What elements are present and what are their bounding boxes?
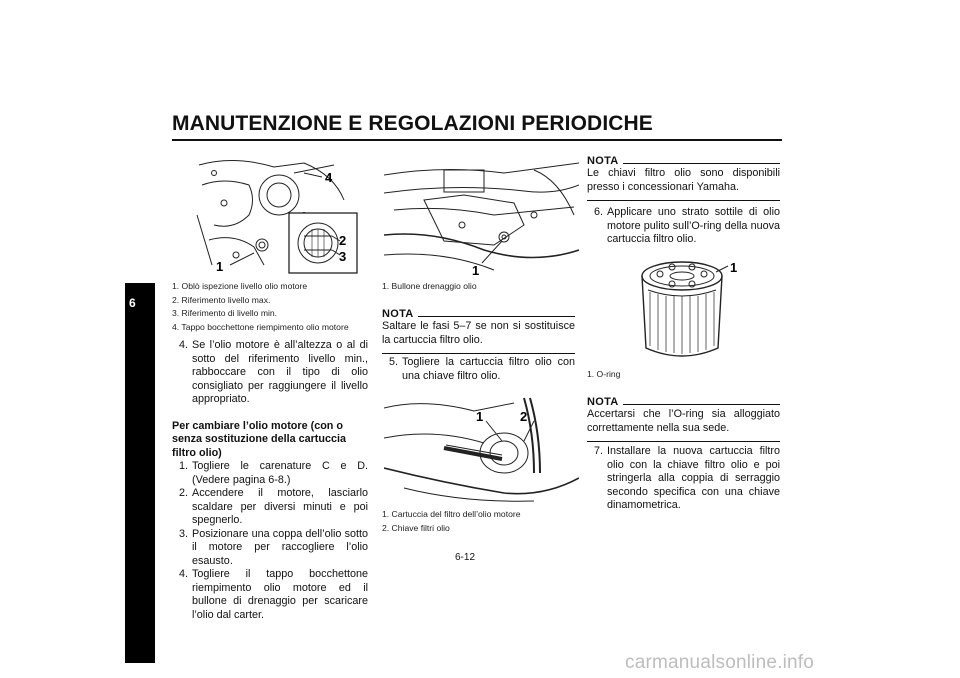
nota-skip-steps xyxy=(382,308,575,354)
nota-label: NOTA xyxy=(587,396,619,408)
callout-4: 4 xyxy=(325,170,333,185)
caption-line: 4. Tappo bocchettone riempimento olio motore xyxy=(172,321,349,332)
section-heading: Per cambiare l’olio motore (con o senza sostituzione della cartuccia filtro olio) xyxy=(172,419,347,459)
page-title: MANUTENZIONE E REGOLAZIONI PERIODICHE xyxy=(172,112,653,135)
callout-1: 1 xyxy=(472,263,480,277)
chapter-tab xyxy=(125,283,155,663)
callout-2: 2 xyxy=(520,409,528,424)
caption-line: 3. Riferimento di livello min. xyxy=(172,308,278,318)
step-4-drain: 4. Togliere il tappo bocchettone riempimento olio motore ed il bullone di drenaggio per scaricare l’olio dal carter. xyxy=(178,568,368,621)
oil-filter-illustration xyxy=(630,252,750,364)
fig4-caption: 1. O-ring xyxy=(587,369,621,379)
callout-1: 1 xyxy=(476,409,484,424)
caption-line: 2. Chiave filtri olio xyxy=(382,522,450,533)
column-1-text xyxy=(172,339,368,622)
engine-side-illustration xyxy=(194,155,364,277)
step-4-check: 4. Se l’olio motore è all’altezza o al di sotto del riferimento livello min., rabboccare con il tipo di olio consigliato per raggiungere il livello appropriato. xyxy=(178,339,368,405)
step-3: 3. Posizionare una coppa dell’olio sotto il motore per raccogliere l’olio esausto. xyxy=(178,527,368,567)
nota-o-ring xyxy=(587,396,780,442)
watermark-text: carmanualsonline.info xyxy=(625,652,815,673)
caption-line: 2. Riferimento livello max. xyxy=(172,294,271,305)
step-5: 5. Togliere la cartuccia filtro olio con una chiave filtro olio. xyxy=(388,356,575,382)
fig3-captions xyxy=(382,508,582,535)
step-1: 1. Togliere le carenature C e D. (Vedere pagina 6-8.) xyxy=(178,460,368,486)
figure-oil-filter-cartridge xyxy=(630,252,750,364)
filter-wrench-illustration xyxy=(384,393,579,505)
callout-2: 2 xyxy=(339,233,347,248)
page-number: 6-12 xyxy=(455,552,476,563)
caption-line: 1. Cartuccia del filtro dell’olio motore xyxy=(382,509,521,519)
step-2: 2. Accendere il motore, lasciarlo scaldare per diversi minuti e poi spegnerlo. xyxy=(178,487,368,526)
nota-label: NOTA xyxy=(587,155,619,167)
caption-line: 1. Oblò ispezione livello olio motore xyxy=(172,281,308,291)
figure-drain-bolt xyxy=(384,155,579,277)
nota-text: Accertarsi che l’O-ring sia alloggiato correttamente nella sua sede. xyxy=(587,408,780,442)
title-rule xyxy=(172,139,782,141)
drain-bolt-illustration xyxy=(384,155,579,277)
nota-filter-wrench xyxy=(587,155,780,201)
callout-3: 3 xyxy=(339,249,347,264)
nota-text: Saltare le fasi 5–7 se non si sostituisce la cartuccia filtro olio. xyxy=(382,320,575,354)
figure-oil-level-window xyxy=(194,155,364,277)
callout-1: 1 xyxy=(216,259,224,274)
step-7: 7. Installare la nuova cartuccia filtro olio con la chiave filtro olio e poi stringerla alla coppia di serraggio secondo specifica con una chiave dinamometrica. xyxy=(593,445,780,511)
chapter-number: 6 xyxy=(129,296,136,310)
nota-label: NOTA xyxy=(382,308,414,320)
figure-filter-wrench xyxy=(384,393,579,505)
fig1-captions xyxy=(172,280,372,334)
fig2-caption: 1. Bullone drenaggio olio xyxy=(382,281,477,291)
callout-1: 1 xyxy=(730,260,738,275)
step-6: 6. Applicare uno strato sottile di olio motore pulito sull’O-ring della nuova cartuccia filtro olio. xyxy=(593,206,780,245)
nota-text: Le chiavi filtro olio sono disponibili presso i concessionari Yamaha. xyxy=(587,167,780,201)
